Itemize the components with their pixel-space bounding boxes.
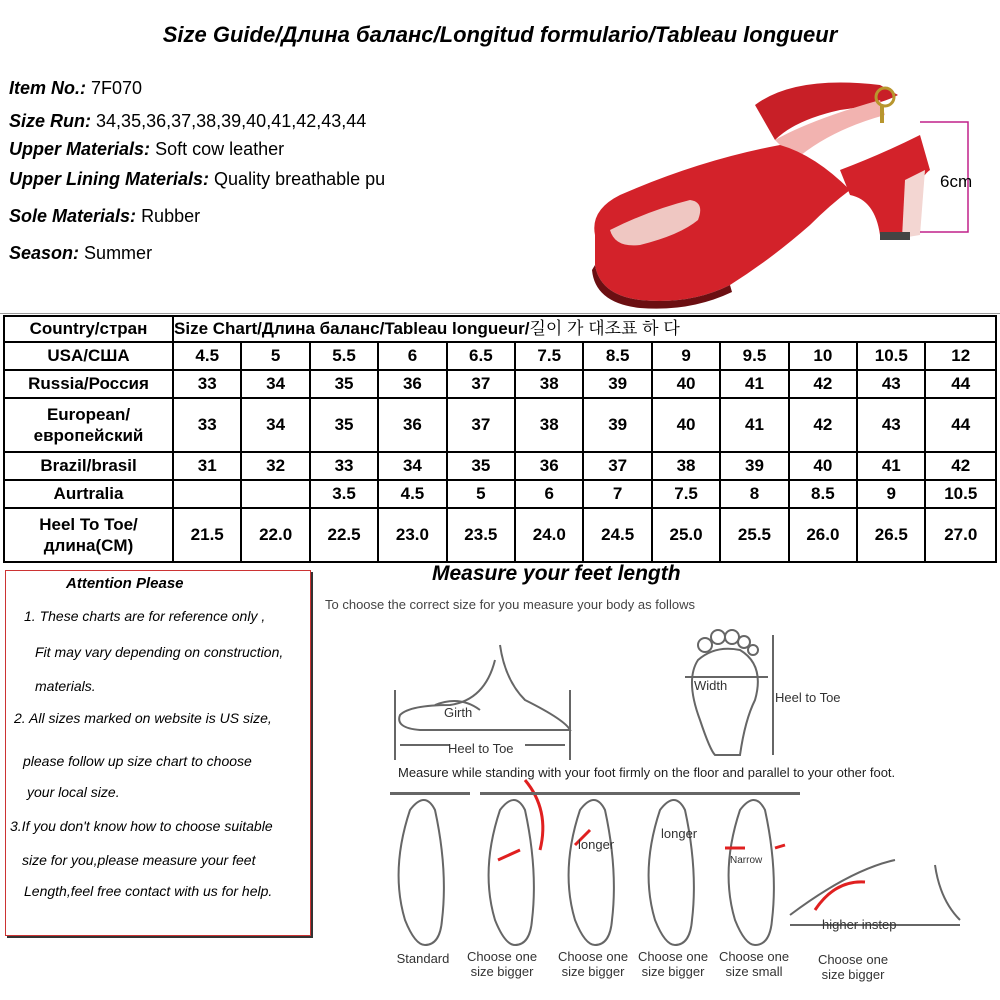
attention-line: materials. bbox=[35, 678, 96, 694]
table-cell: 23.0 bbox=[378, 508, 446, 562]
table-cell: 8.5 bbox=[789, 480, 857, 508]
table-cell: 25.0 bbox=[652, 508, 720, 562]
heel-to-toe-side-label: Heel to Toe bbox=[448, 741, 514, 756]
spec-size-run: Size Run: 34,35,36,37,38,39,40,41,42,43,44 bbox=[9, 111, 367, 131]
table-cell: 39 bbox=[583, 398, 651, 452]
section-divider bbox=[0, 313, 1000, 314]
table-cell: 7.5 bbox=[652, 480, 720, 508]
caption-bigger-3: Choose one size bigger bbox=[637, 949, 709, 979]
table-cell: 9.5 bbox=[720, 342, 788, 370]
table-cell: 5.5 bbox=[310, 342, 378, 370]
width-label: Width bbox=[694, 678, 728, 693]
table-cell: 10.5 bbox=[925, 480, 996, 508]
longer-label-2: longer bbox=[661, 826, 698, 841]
table-cell: 25.5 bbox=[720, 508, 788, 562]
table-cell: 32 bbox=[241, 452, 309, 480]
table-cell: 36 bbox=[378, 370, 446, 398]
table-cell: 27.0 bbox=[925, 508, 996, 562]
table-cell: 35 bbox=[310, 370, 378, 398]
caption-bigger-1: Choose one size bigger bbox=[466, 949, 538, 979]
table-cell: 36 bbox=[378, 398, 446, 452]
measure-title: Measure your feet length bbox=[432, 562, 681, 585]
table-cell: 36 bbox=[515, 452, 583, 480]
table-cell: 21.5 bbox=[173, 508, 241, 562]
table-row bbox=[4, 398, 996, 452]
table-cell: 12 bbox=[925, 342, 996, 370]
table-cell: 7 bbox=[583, 480, 651, 508]
page-title: Size Guide/Длина баланс/Longitud formulario/Tableau longueur bbox=[162, 22, 838, 47]
table-cell: 39 bbox=[583, 370, 651, 398]
caption-standard: Standard bbox=[396, 951, 450, 966]
longer-label-1: longer bbox=[578, 837, 615, 852]
measure-note: Measure while standing with your foot firmly on the floor and parallel to your other foot. bbox=[398, 765, 896, 780]
table-cell: 42 bbox=[925, 452, 996, 480]
table-cell: 35 bbox=[447, 452, 515, 480]
table-cell: 22.0 bbox=[241, 508, 309, 562]
spec-season: Season: Summer bbox=[9, 243, 153, 263]
table-cell: 8.5 bbox=[583, 342, 651, 370]
heel-height-label: 6cm bbox=[940, 172, 973, 191]
table-cell: 31 bbox=[173, 452, 241, 480]
table-cell: 37 bbox=[447, 398, 515, 452]
attention-line: your local size. bbox=[27, 784, 120, 800]
attention-line: size for you,please measure your feet bbox=[22, 852, 256, 868]
table-cell: 44 bbox=[925, 370, 996, 398]
table-cell: 5 bbox=[447, 480, 515, 508]
table-row bbox=[4, 452, 996, 480]
spec-sole: Sole Materials: Rubber bbox=[9, 206, 201, 226]
table-cell: 40 bbox=[652, 370, 720, 398]
caption-bigger-2: Choose one size bigger bbox=[557, 949, 629, 979]
table-cell: 41 bbox=[720, 370, 788, 398]
table-cell: 38 bbox=[515, 398, 583, 452]
table-cell bbox=[241, 480, 309, 508]
table-row bbox=[4, 480, 996, 508]
shoe-image bbox=[580, 60, 1000, 310]
table-cell: 34 bbox=[241, 370, 309, 398]
attention-line: 3.If you don't know how to choose suitable bbox=[10, 818, 273, 834]
caption-bigger-4: Choose one size bigger bbox=[817, 952, 889, 982]
table-cell: 26.5 bbox=[857, 508, 925, 562]
table-cell: 6 bbox=[515, 480, 583, 508]
table-cell: 42 bbox=[789, 370, 857, 398]
attention-line: 1. These charts are for reference only , bbox=[24, 608, 266, 624]
table-row bbox=[4, 508, 996, 562]
size-table bbox=[3, 315, 997, 563]
table-cell: 35 bbox=[310, 398, 378, 452]
table-cell: 33 bbox=[173, 370, 241, 398]
table-cell: 38 bbox=[652, 452, 720, 480]
table-row bbox=[4, 342, 996, 370]
table-cell: 6 bbox=[378, 342, 446, 370]
higher-instep-label: higher instep bbox=[822, 917, 897, 932]
table-cell: 39 bbox=[720, 452, 788, 480]
table-cell: 38 bbox=[515, 370, 583, 398]
table-cell: 8 bbox=[720, 480, 788, 508]
attention-box bbox=[5, 570, 311, 936]
narrow-label: Narrow bbox=[730, 855, 763, 866]
attention-line: 2. All sizes marked on website is US size, bbox=[14, 710, 272, 726]
table-cell: 44 bbox=[925, 398, 996, 452]
table-cell: 40 bbox=[652, 398, 720, 452]
row-label: USA/США bbox=[4, 342, 173, 370]
caption-small: Choose one size small bbox=[718, 949, 790, 979]
table-cell: 24.5 bbox=[583, 508, 651, 562]
table-cell: 10.5 bbox=[857, 342, 925, 370]
table-cell: 5 bbox=[241, 342, 309, 370]
table-cell: 41 bbox=[720, 398, 788, 452]
col-header-country: Country/стран bbox=[4, 316, 173, 342]
attention-line: please follow up size chart to choose bbox=[23, 753, 252, 769]
spec-item-no: Item No.: 7F070 bbox=[9, 78, 143, 98]
spec-lining: Upper Lining Materials: Quality breathable pu bbox=[9, 169, 386, 189]
row-label: Aurtralia bbox=[4, 480, 173, 508]
row-label: Brazil/brasil bbox=[4, 452, 173, 480]
table-cell: 37 bbox=[447, 370, 515, 398]
row-label: Russia/Россия bbox=[4, 370, 173, 398]
attention-line: Length,feel free contact with us for help. bbox=[24, 883, 273, 899]
table-cell: 42 bbox=[789, 398, 857, 452]
table-cell: 4.5 bbox=[378, 480, 446, 508]
table-cell: 23.5 bbox=[447, 508, 515, 562]
table-cell: 4.5 bbox=[173, 342, 241, 370]
heel-to-toe-top-label: Heel to Toe bbox=[775, 690, 841, 705]
col-header-chart: Size Chart/Длина баланс/Tableau longueur/길이 가 대조표 하 다 bbox=[173, 316, 996, 342]
row-label: Heel To Toe/длина(CM) bbox=[4, 508, 173, 562]
table-cell bbox=[173, 480, 241, 508]
table-cell: 24.0 bbox=[515, 508, 583, 562]
table-cell: 34 bbox=[378, 452, 446, 480]
table-cell: 26.0 bbox=[789, 508, 857, 562]
table-cell: 7.5 bbox=[515, 342, 583, 370]
measure-subtitle: To choose the correct size for you measure your body as follows bbox=[325, 597, 695, 612]
table-cell: 9 bbox=[857, 480, 925, 508]
table-cell: 3.5 bbox=[310, 480, 378, 508]
table-cell: 22.5 bbox=[310, 508, 378, 562]
row-label: European/европейский bbox=[4, 398, 173, 452]
table-cell: 37 bbox=[583, 452, 651, 480]
table-cell: 40 bbox=[789, 452, 857, 480]
attention-title: Attention Please bbox=[66, 575, 184, 592]
attention-line: Fit may vary depending on construction, bbox=[35, 644, 284, 660]
table-cell: 6.5 bbox=[447, 342, 515, 370]
table-cell: 34 bbox=[241, 398, 309, 452]
table-row bbox=[4, 370, 996, 398]
table-cell: 9 bbox=[652, 342, 720, 370]
table-cell: 43 bbox=[857, 370, 925, 398]
table-cell: 33 bbox=[310, 452, 378, 480]
table-cell: 41 bbox=[857, 452, 925, 480]
table-cell: 43 bbox=[857, 398, 925, 452]
girth-label: Girth bbox=[444, 705, 473, 720]
table-cell: 33 bbox=[173, 398, 241, 452]
spec-upper: Upper Materials: Soft cow leather bbox=[9, 139, 285, 159]
table-cell: 10 bbox=[789, 342, 857, 370]
